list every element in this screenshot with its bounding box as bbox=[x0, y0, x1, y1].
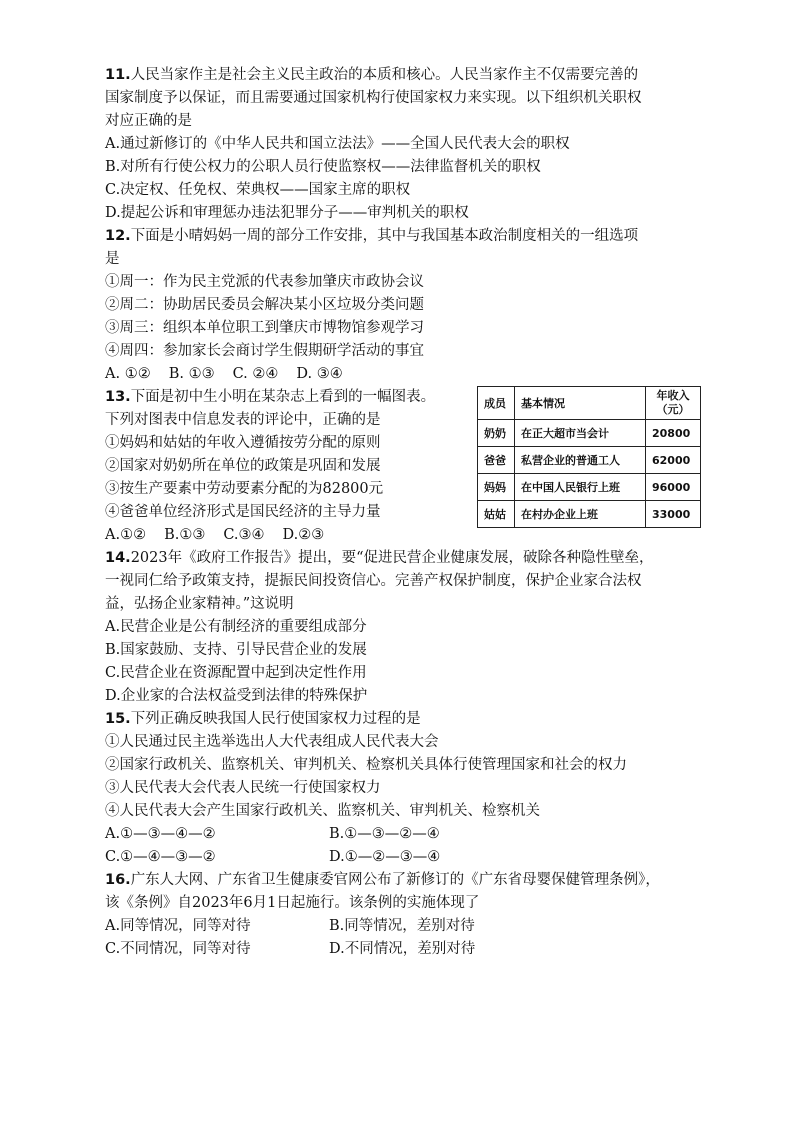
statement-item: ④爸爸单位经济形式是国民经济的主导力量 bbox=[105, 504, 381, 520]
cell-desc: 在村办企业上班 bbox=[515, 501, 646, 528]
option-d: D.提起公诉和审理惩办违法犯罪分子——审判机关的职权 bbox=[105, 205, 469, 221]
question-stem: 一视同仁给予政策支持，提振民间投资信心。完善产权保护制度，保护企业家合法权 bbox=[105, 573, 642, 589]
cell-desc: 在中国人民银行上班 bbox=[515, 474, 646, 501]
statement-item: ②国家对奶奶所在单位的政策是巩固和发展 bbox=[105, 458, 381, 474]
choice-c: C.不同情况，同等对待 bbox=[105, 941, 251, 957]
answer-choices-row bbox=[105, 938, 705, 961]
header-income bbox=[646, 387, 701, 420]
question-stem: 广东人大网、广东省卫生健康委官网公布了新修订的《广东省母婴保健管理条例》， bbox=[130, 872, 660, 888]
statement-item: ①妈妈和姑姑的年收入遵循按劳分配的原则 bbox=[105, 435, 381, 451]
option-c: C.民营企业在资源配置中起到决定性作用 bbox=[105, 665, 367, 681]
income-table bbox=[477, 386, 701, 528]
answer-choices bbox=[105, 363, 705, 386]
income-table-wrap bbox=[477, 386, 701, 528]
table-row bbox=[478, 447, 701, 474]
cell-income: 62000 bbox=[646, 447, 701, 474]
option-b: B.对所有行使公权力的公职人员行使监察权——法律监督机关的职权 bbox=[105, 159, 541, 175]
question-14 bbox=[105, 547, 705, 708]
answer-choices-row bbox=[105, 823, 705, 846]
question-number: 15. bbox=[105, 711, 131, 727]
statement-item: ③周三：组织本单位职工到肇庆市博物馆参观学习 bbox=[105, 320, 424, 336]
table-row bbox=[478, 420, 701, 447]
question-16 bbox=[105, 869, 705, 961]
question-12 bbox=[105, 225, 705, 386]
question-number: 11. bbox=[105, 67, 131, 83]
choice-b: B.①③ bbox=[164, 527, 206, 543]
statement-item: ②国家行政机关、监察机关、审判机关、检察机关具体行使管理国家和社会的权力 bbox=[105, 757, 627, 773]
statement-item: ②周二：协助居民委员会解决某小区垃圾分类问题 bbox=[105, 297, 424, 313]
cell-member: 奶奶 bbox=[478, 420, 515, 447]
cell-desc: 私营企业的普通工人 bbox=[515, 447, 646, 474]
question-number: 12. bbox=[105, 228, 131, 244]
statement-item: ③按生产要素中劳动要素分配的为82800元 bbox=[105, 481, 384, 497]
header-income-unit: （元） bbox=[656, 403, 690, 416]
question-number: 13. bbox=[105, 389, 131, 405]
question-stem: 是 bbox=[105, 251, 120, 267]
header-member: 成员 bbox=[478, 387, 515, 420]
option-c: C.决定权、任免权、荣典权——国家主席的职权 bbox=[105, 182, 411, 198]
cell-income: 96000 bbox=[646, 474, 701, 501]
question-stem: 益，弘扬企业家精神。”这说明 bbox=[105, 596, 294, 612]
cell-member: 妈妈 bbox=[478, 474, 515, 501]
choice-b: B. ①③ bbox=[168, 366, 215, 382]
question-11 bbox=[105, 64, 705, 225]
question-stem: 对应正确的是 bbox=[105, 113, 192, 129]
statement-item: ①周一：作为民主党派的代表参加肇庆市政协会议 bbox=[105, 274, 424, 290]
statement-item: ④人民代表大会产生国家行政机关、监察机关、审判机关、检察机关 bbox=[105, 803, 540, 819]
statement-item: ④周四：参加家长会商讨学生假期研学活动的事宜 bbox=[105, 343, 424, 359]
question-number: 16. bbox=[105, 872, 131, 888]
answer-choices-row bbox=[105, 915, 705, 938]
question-13 bbox=[105, 386, 470, 547]
header-income-label: 年收入 bbox=[656, 389, 690, 402]
choice-c: C. ②④ bbox=[232, 366, 279, 382]
option-d: D.企业家的合法权益受到法律的特殊保护 bbox=[105, 688, 368, 704]
cell-income: 33000 bbox=[646, 501, 701, 528]
question-stem: 人民当家作主是社会主义民主政治的本质和核心。人民当家作主不仅需要完善的 bbox=[130, 67, 639, 83]
choice-b: B.同等情况，差别对待 bbox=[329, 918, 475, 934]
table-row bbox=[478, 501, 701, 528]
choice-d: D. ③④ bbox=[296, 366, 343, 382]
question-stem: 国家制度予以保证，而且需要通过国家机构行使国家权力来实现。以下组织机关职权 bbox=[105, 90, 642, 106]
table-header-row bbox=[478, 387, 701, 420]
question-stem: 2023年《政府工作报告》提出，要“促进民营企业健康发展，破除各种隐性壁垒， bbox=[130, 550, 654, 566]
option-a: A.民营企业是公有制经济的重要组成部分 bbox=[105, 619, 367, 635]
choice-a: A.①—③—④—② bbox=[105, 826, 216, 842]
question-stem: 下面是小晴妈妈一周的部分工作安排，其中与我国基本政治制度相关的一组选项 bbox=[130, 228, 639, 244]
cell-income: 20800 bbox=[646, 420, 701, 447]
header-desc: 基本情况 bbox=[515, 387, 646, 420]
choice-d: D.①—②—③—④ bbox=[329, 849, 441, 865]
choice-a: A.同等情况，同等对待 bbox=[105, 918, 251, 934]
question-stem: 下面是初中生小明在某杂志上看到的一幅图表。 bbox=[130, 389, 436, 405]
cell-member: 姑姑 bbox=[478, 501, 515, 528]
answer-choices bbox=[105, 524, 470, 547]
cell-member: 爸爸 bbox=[478, 447, 515, 474]
question-stem: 该《条例》自2023年6月1日起施行。该条例的实施体现了 bbox=[105, 895, 480, 911]
option-a: A.通过新修订的《中华人民共和国立法法》——全国人民代表大会的职权 bbox=[105, 136, 570, 152]
choice-d: D.②③ bbox=[282, 527, 325, 543]
choice-c: C.①—④—③—② bbox=[105, 849, 216, 865]
question-number: 14. bbox=[105, 550, 131, 566]
choice-c: C.③④ bbox=[223, 527, 265, 543]
choice-d: D.不同情况，差别对待 bbox=[329, 941, 476, 957]
question-15 bbox=[105, 708, 705, 869]
table-row bbox=[478, 474, 701, 501]
question-stem: 下列正确反映我国人民行使国家权力过程的是 bbox=[130, 711, 421, 727]
choice-b: B.①—③—②—④ bbox=[329, 826, 440, 842]
answer-choices-row bbox=[105, 846, 705, 869]
cell-desc: 在正大超市当会计 bbox=[515, 420, 646, 447]
choice-a: A.①② bbox=[105, 527, 147, 543]
option-b: B.国家鼓励、支持、引导民营企业的发展 bbox=[105, 642, 367, 658]
statement-item: ③人民代表大会代表人民统一行使国家权力 bbox=[105, 780, 381, 796]
question-stem: 下列对图表中信息发表的评论中，正确的是 bbox=[105, 412, 381, 428]
statement-item: ①人民通过民主选举选出人大代表组成人民代表大会 bbox=[105, 734, 439, 750]
choice-a: A. ①② bbox=[105, 366, 151, 382]
